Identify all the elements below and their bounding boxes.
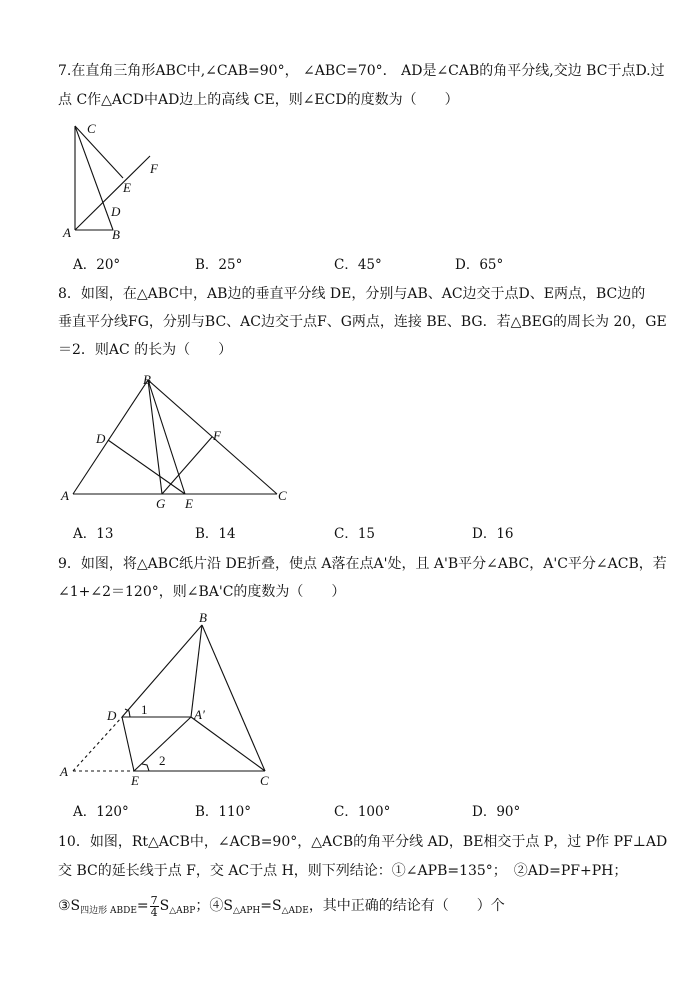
q10-c4-prefix: ④S: [209, 898, 233, 914]
q9-option-a[interactable]: A．120°: [73, 804, 129, 820]
q9-text-line2: ∠1+∠2＝120°，则∠BA'C的度数为（ ）: [58, 584, 346, 600]
q8-text-line2: 垂直平分线FG，分别与BC、AC边交于点F、G两点，连接 BE、BG．若△BEG的周长为 20，GE: [58, 314, 667, 330]
q7-option-d[interactable]: D．65°: [455, 257, 504, 273]
q9-label-Aprime: A′: [194, 707, 205, 722]
q7-label-F: F: [150, 161, 158, 176]
q9-label-C: C: [260, 773, 269, 788]
q9-label-2: 2: [159, 753, 166, 768]
q7-label-C: C: [87, 121, 96, 136]
q7-figure: [55, 118, 175, 246]
q9-label-B: B: [199, 610, 207, 625]
q8-label-C: C: [278, 488, 287, 503]
q8-label-A: A: [61, 488, 69, 503]
q9-label-E: E: [131, 773, 139, 788]
q9-option-d[interactable]: D．90°: [472, 804, 521, 820]
q7-label-E: E: [123, 180, 131, 195]
q7-option-a[interactable]: A．20°: [73, 257, 121, 273]
q10-c3-sep: ；: [195, 898, 210, 914]
q8-option-a[interactable]: A．13: [73, 526, 114, 542]
q9-label-D: D: [107, 708, 117, 723]
q10-c4-tail: ，其中正确的结论有（ ）个: [308, 898, 505, 914]
q10-c3-prefix: ③S: [58, 898, 81, 914]
q9-text-line1: 9．如图，将△ABC纸片沿 DE折叠，使点 A落在点A'处，且 A'B平分∠ABC，A'C平分∠ACB，若: [58, 556, 667, 572]
q10-text-line2: 交 BC的延长线于点 F，交 AC于点 H，则下列结论：①∠APB=135°； ②AD=PF+PH；: [58, 863, 628, 879]
q10-c3-sub2: △ABP: [169, 906, 196, 916]
q8-label-F: F: [213, 428, 221, 443]
q10-c4-sub1: △APH: [232, 906, 261, 916]
q8-label-G: G: [156, 496, 166, 511]
q7-label-D: D: [111, 204, 121, 219]
q10-c3-den: 4: [150, 905, 158, 919]
q10-text-line1: 10．如图，Rt△ACB中，∠ACB=90°，△ACB的角平分线 AD，BE相交于点 P，过 P作 PF⊥AD: [58, 834, 668, 850]
q8-label-E: E: [185, 496, 193, 511]
q8-text-line1: 8．如图，在△ABC中，AB边的垂直平分线 DE，分别与AB、AC边交于点D、E两点，BC边的: [58, 286, 646, 302]
q7-option-c[interactable]: C．45°: [334, 257, 382, 273]
q9-label-A: A: [60, 764, 68, 779]
q10-text-line3: [58, 892, 505, 925]
q9-option-b[interactable]: B．110°: [195, 804, 251, 820]
q8-label-B: B: [143, 372, 151, 387]
q7-label-B: B: [112, 227, 120, 242]
q10-c4-eq: =S: [260, 898, 282, 914]
q8-figure: [55, 368, 305, 516]
q10-c4-sub2: △ADE: [281, 906, 309, 916]
q7-label-A: A: [63, 225, 71, 240]
q10-c3-sub: 四边形 ABDE: [80, 906, 137, 916]
q9-figure: [55, 610, 285, 790]
q10-c3-num: 7: [150, 893, 158, 907]
q8-option-b[interactable]: B．14: [195, 526, 236, 542]
q8-label-D: D: [96, 431, 106, 446]
q8-option-d[interactable]: D．16: [472, 526, 514, 542]
q9-label-1: 1: [141, 702, 148, 717]
q9-option-c[interactable]: C．100°: [334, 804, 391, 820]
q10-c3-s: S: [159, 898, 170, 914]
q8-option-c[interactable]: C．15: [334, 526, 376, 542]
q10-c3-eq: =: [136, 898, 149, 914]
q10-c3-fraction: [150, 895, 159, 918]
q7-text-line1: 7.在直角三角形ABC中,∠CAB=90°， ∠ABC=70°． AD是∠CAB的角平分线,交边 BC于点D.过: [58, 63, 665, 79]
q7-option-b[interactable]: B．25°: [195, 257, 243, 273]
q7-text-line2: 点 C作△ACD中AD边上的高线 CE，则∠ECD的度数为（ ）: [58, 92, 459, 108]
q8-text-line3: ＝2．则AC 的长为（ ）: [58, 342, 233, 358]
